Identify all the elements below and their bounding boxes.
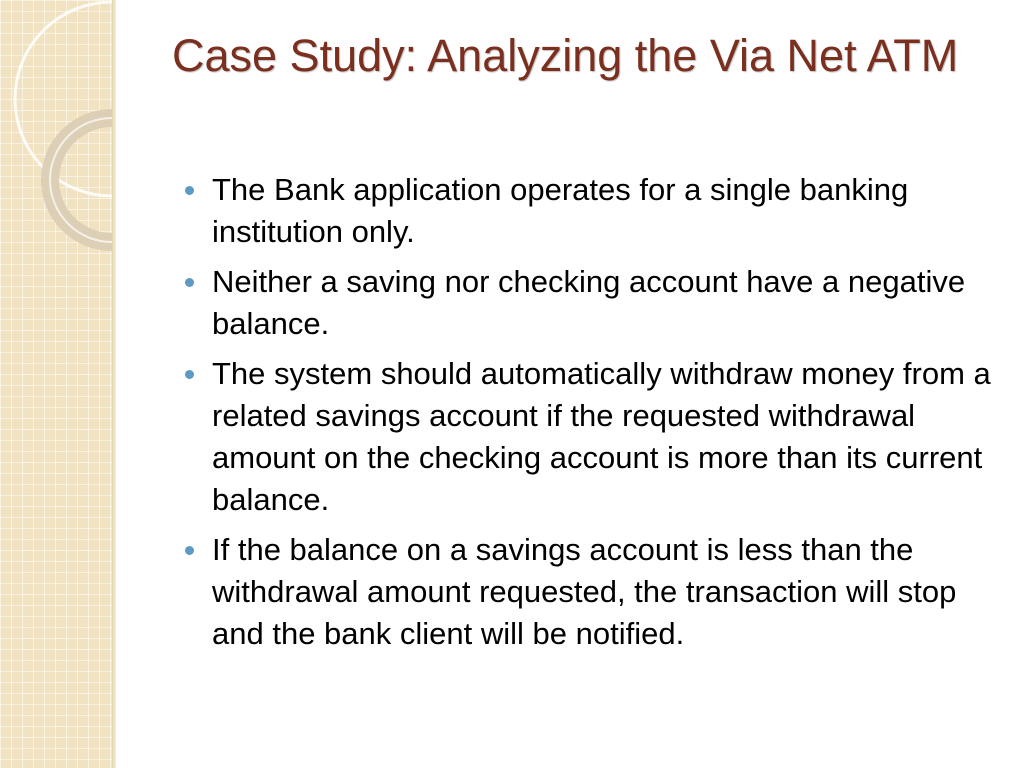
bullet-item <box>212 353 1007 521</box>
bullet-text: The system should automatically withdraw money from a related savings account if the requested withdrawal amount on the checking account is more than its current balance. <box>212 356 991 517</box>
bullet-item <box>212 169 1007 253</box>
bullet-text: The Bank application operates for a single banking institution only. <box>212 172 909 249</box>
bullet-text: Neither a saving nor checking account have a negative balance. <box>212 264 966 341</box>
bullet-dot-icon <box>185 370 194 379</box>
slide-title: Case Study: Analyzing the Via Net ATM <box>172 30 959 81</box>
bullet-item <box>212 529 1007 655</box>
bullet-dot-icon <box>185 546 194 555</box>
decorative-rings <box>0 0 130 260</box>
decorative-ring-large <box>15 2 112 196</box>
bullet-dot-icon <box>185 278 194 287</box>
bullet-text: If the balance on a savings account is less than the withdrawal amount requested, the transaction will stop and the bank client will be notified. <box>212 532 957 651</box>
bullet-list <box>212 169 1007 663</box>
bullet-item <box>212 261 1007 345</box>
bullet-dot-icon <box>185 186 194 195</box>
